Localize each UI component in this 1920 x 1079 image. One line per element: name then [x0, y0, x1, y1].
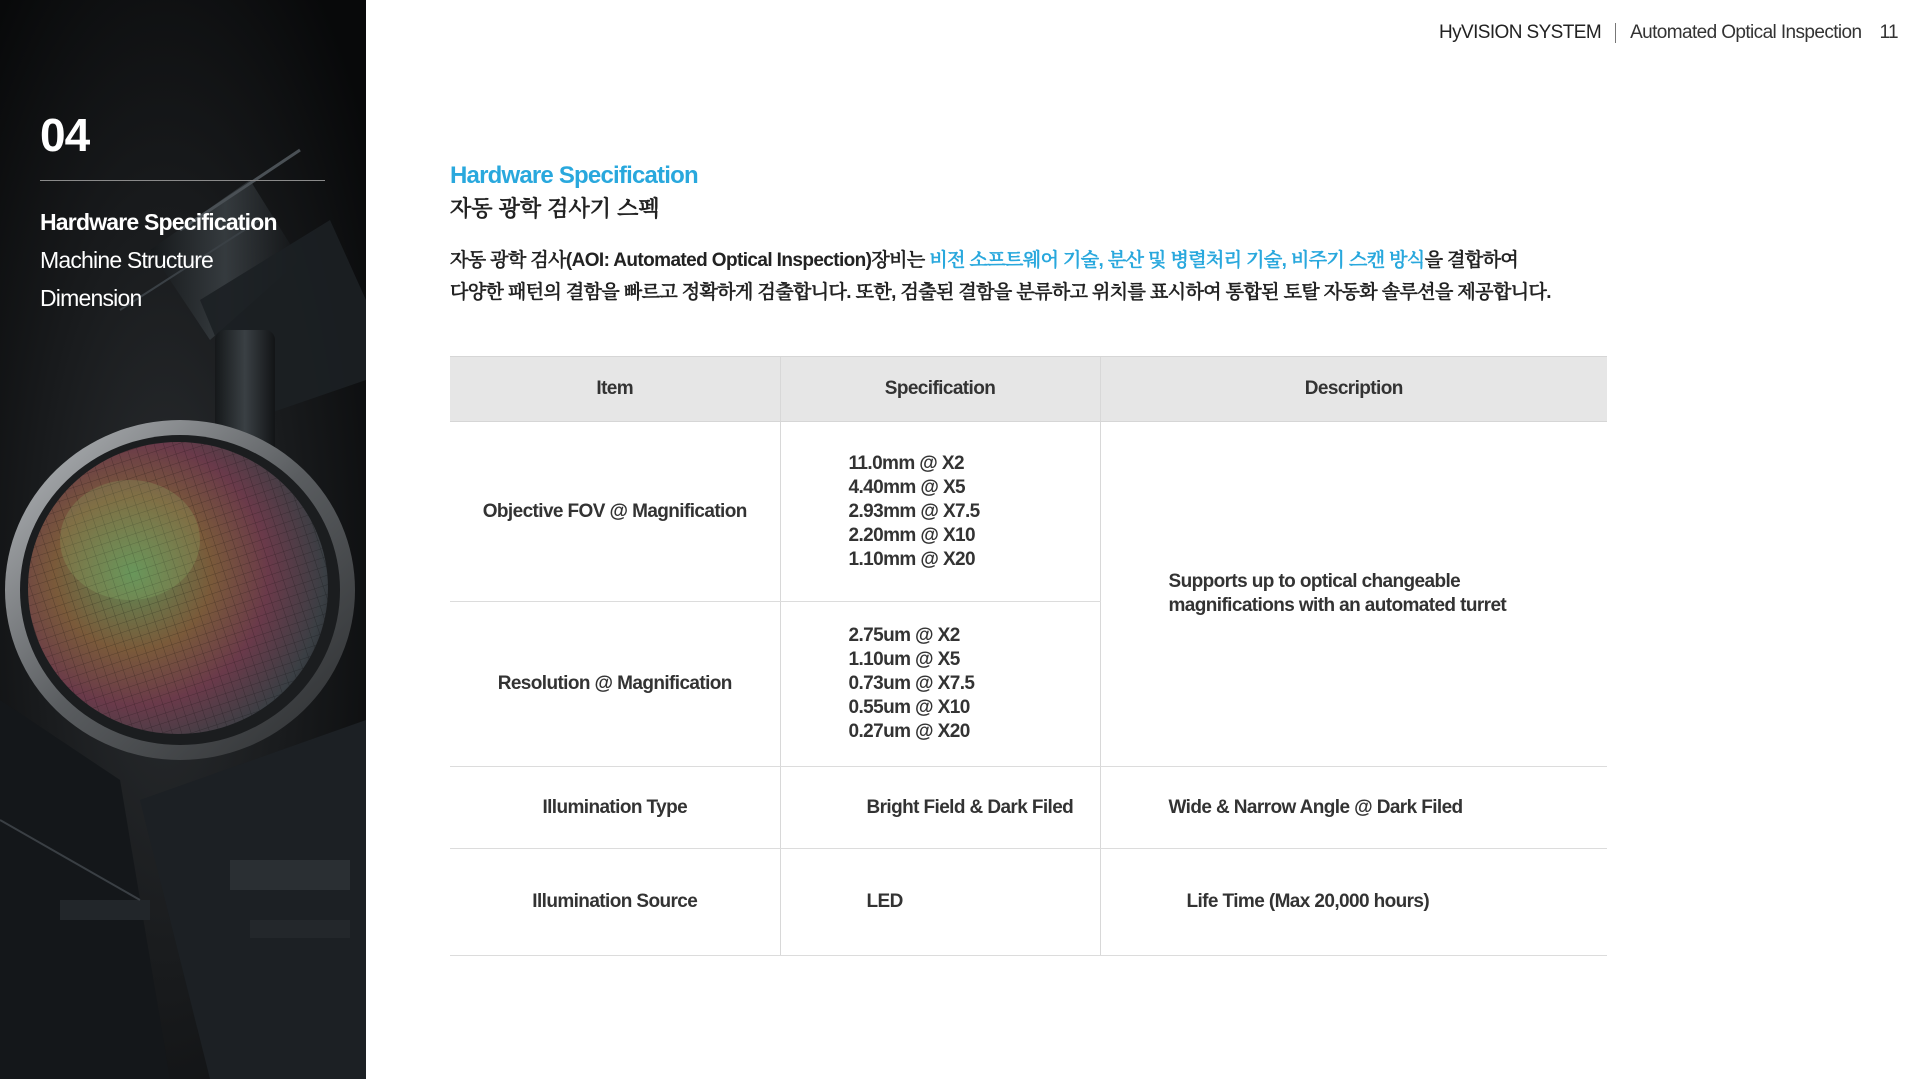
table-row	[450, 849, 1607, 956]
section-nav	[40, 203, 277, 317]
spec-value: 11.0mm @ X2	[848, 452, 964, 474]
sidebar	[0, 0, 366, 1079]
spec-table	[450, 356, 1607, 956]
spec-value: 2.75um @ X2	[848, 625, 960, 646]
intro-text-end: 을 결합하여	[1424, 250, 1519, 271]
intro-paragraph	[450, 245, 1690, 309]
section-number: 04	[40, 109, 90, 161]
page-title: Hardware Specification	[450, 162, 698, 189]
spec-value: 0.55um @ X10	[848, 697, 970, 718]
row-item-illumination-source: Illumination Source	[450, 849, 780, 956]
row-spec-illumination-source: LED	[780, 849, 1100, 956]
intro-highlight: 비전 소프트웨어 기술, 분산 및 병렬처리 기술, 비주기 스캔 방식	[929, 250, 1425, 271]
intro-text-line2: 다양한 패턴의 결함을 빠르고 정확하게 검출합니다. 또한, 검출된 결함을 분류하고 위치를 표시하여 통합된 토탈 자동화 솔루션을 제공합니다.	[450, 282, 1551, 303]
row-spec-objective-fov	[780, 422, 1100, 602]
page-header	[1439, 22, 1898, 44]
table-header-row	[450, 357, 1607, 422]
column-header-description: Description	[1100, 357, 1607, 422]
row-desc-illumination-source: Life Time (Max 20,000 hours)	[1100, 849, 1607, 956]
spec-value: 0.27um @ X20	[848, 721, 970, 742]
brand-name: HyVISION SYSTEM	[1439, 22, 1602, 43]
desc-line: magnifications with an automated turret	[1168, 595, 1507, 616]
spec-value: 4.40mm @ X5	[848, 476, 965, 498]
row-desc-magnification	[1100, 422, 1607, 767]
nav-item-machine-structure[interactable]: Machine Structure	[40, 247, 214, 273]
row-item-illumination-type: Illumination Type	[450, 767, 780, 849]
section-divider	[40, 180, 325, 181]
table-row	[450, 767, 1607, 849]
desc-line: Supports up to optical changeable	[1168, 571, 1461, 592]
column-header-item: Item	[450, 357, 780, 422]
row-item-resolution: Resolution @ Magnification	[450, 602, 780, 767]
row-item-objective-fov: Objective FOV @ Magnification	[450, 422, 780, 602]
page-subtitle: 자동 광학 검사기 스펙	[450, 196, 660, 221]
column-header-specification: Specification	[780, 357, 1100, 422]
row-spec-illumination-type: Bright Field & Dark Filed	[780, 767, 1100, 849]
page-number: 11	[1879, 22, 1898, 43]
table-row	[450, 422, 1607, 602]
spec-value: 1.10um @ X5	[848, 649, 960, 670]
intro-text: 자동 광학 검사(AOI: Automated Optical Inspection)장비는	[450, 250, 930, 271]
row-desc-illumination-type: Wide & Narrow Angle @ Dark Filed	[1100, 767, 1607, 849]
nav-item-dimension[interactable]: Dimension	[40, 285, 142, 311]
nav-item-hardware-specification[interactable]: Hardware Specification	[40, 209, 277, 235]
row-spec-resolution	[780, 602, 1100, 767]
spec-value: 1.10mm @ X20	[848, 548, 975, 570]
spec-value: 2.93mm @ X7.5	[848, 500, 980, 522]
spec-value: 2.20mm @ X10	[848, 524, 975, 546]
header-divider	[1615, 23, 1616, 43]
header-section-title: Automated Optical Inspection	[1630, 22, 1862, 43]
spec-value: 0.73um @ X7.5	[848, 673, 975, 694]
